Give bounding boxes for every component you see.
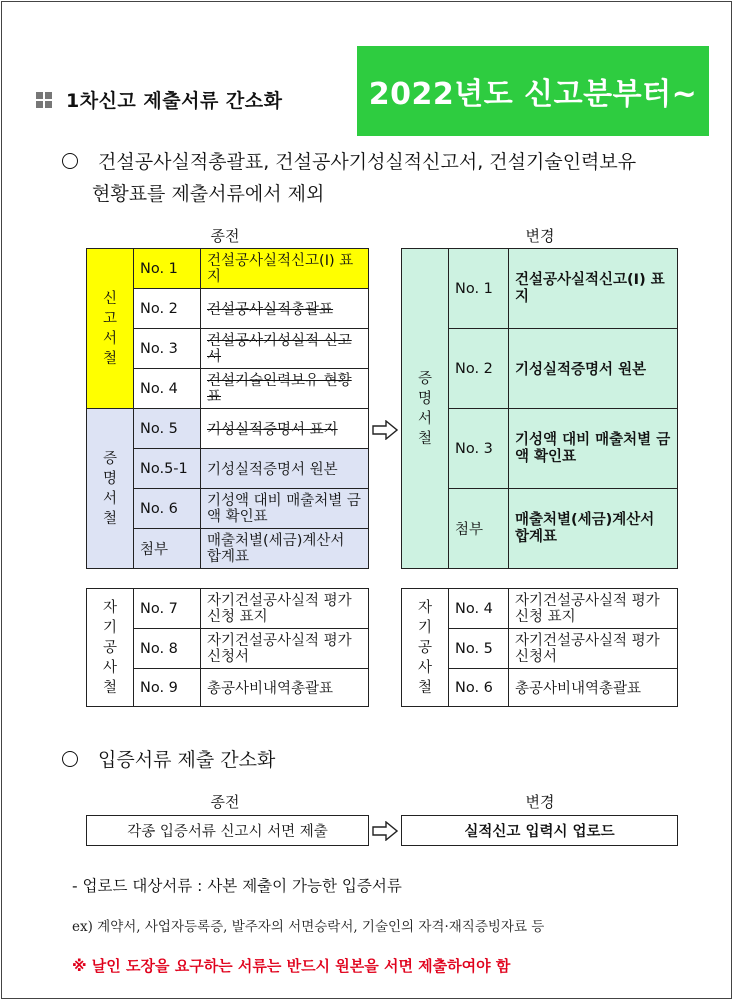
row-text: 기성실적증명서 표지 [201,409,369,449]
row-no: No. 6 [449,669,509,707]
row-no: No. 2 [449,329,509,409]
row-text: 기성실적증명서 원본 [509,329,678,409]
after-method-box: 실적신고 입력시 업로드 [401,815,678,846]
row-text: 건설공사실적총괄표 [201,289,369,329]
row-no: No. 1 [134,249,201,289]
row-no: No.5-1 [134,449,201,489]
group-cert-cell: 증 명 서 철 [87,409,134,569]
row-no: 첨부 [134,529,201,569]
row-text: 건설공사기성실적 신고서 [201,329,369,369]
row-text: 자기건설공사실적 평가신청 표지 [509,589,678,629]
warning-note: ※ 날인 도장을 요구하는 서류는 반드시 원본을 서면 제출하여야 함 [72,957,511,975]
section1-text [62,146,636,210]
row-no: No. 1 [449,249,509,329]
before-method-box: 각종 입증서류 신고시 서면 제출 [86,815,369,846]
row-no: No. 6 [134,489,201,529]
row-text: 매출처별(세금)계산서 합계표 [509,489,678,569]
row-text: 총공사비내역총괄표 [509,669,678,707]
row-text: 기성액 대비 매출처별 금액 확인표 [509,409,678,489]
row-no: No. 9 [134,669,201,707]
after-label: 변경 [525,227,555,245]
after-docs-table [401,248,678,569]
row-no: No. 3 [134,329,201,369]
circle-bullet-icon [62,153,78,169]
row-text: 자기건설공사실적 평가신청 표지 [201,589,369,629]
group-report-cell: 신 고 서 철 [87,249,134,409]
row-text: 건설공사실적신고(Ⅰ) 표지 [201,249,369,289]
row-no: No. 4 [449,589,509,629]
group-self-cell: 자 기 공 사 철 [87,589,134,707]
row-no: No. 5 [134,409,201,449]
before-docs-table [86,248,369,569]
upload-note: - 업로드 대상서류 : 사본 제출이 가능한 입증서류 [72,877,402,895]
row-text: 자기건설공사실적 평가 신청서 [201,629,369,669]
row-text: 자기건설공사실적 평가 신청서 [509,629,678,669]
section1-line2: 현황표를 제출서류에서 제외 [92,183,325,205]
row-text: 기성실적증명서 원본 [201,449,369,489]
after-self-table [401,588,678,707]
section2-title: 입증서류 제출 간소화 [98,749,276,771]
right-arrow-icon [372,821,398,841]
right-arrow-icon [372,420,398,440]
before-label-2: 종전 [210,793,240,811]
circle-bullet-icon [62,751,78,767]
group-cert-cell: 증 명 서 철 [402,249,449,569]
heading-text: 1차신고 제출서류 간소화 [66,90,283,112]
year-badge: 2022년도 신고분부터~ [357,46,709,136]
group-self-cell: 자 기 공 사 철 [402,589,449,707]
row-no: No. 5 [449,629,509,669]
grid-bullet-icon [36,92,52,108]
section2-title-row [62,744,275,776]
row-no: No. 4 [134,369,201,409]
row-no: No. 7 [134,589,201,629]
after-label-2: 변경 [525,793,555,811]
row-no: 첨부 [449,489,509,569]
row-text: 기성액 대비 매출처별 금액 확인표 [201,489,369,529]
row-text: 매출처별(세금)계산서 합계표 [201,529,369,569]
before-self-table [86,588,369,707]
row-text: 건설기술인력보유 현황표 [201,369,369,409]
before-label: 종전 [210,227,240,245]
section-heading [36,86,283,113]
row-text: 총공사비내역총괄표 [201,669,369,707]
row-no: No. 3 [449,409,509,489]
example-note: ex) 계약서, 사업자등록증, 발주자의 서면승락서, 기술인의 자격·재직증빙자료 등 [72,919,545,935]
row-no: No. 2 [134,289,201,329]
section1-line1: 건설공사실적총괄표, 건설공사기성실적신고서, 건설기술인력보유 [98,151,637,173]
row-text: 건설공사실적신고(Ⅰ) 표지 [509,249,678,329]
row-no: No. 8 [134,629,201,669]
